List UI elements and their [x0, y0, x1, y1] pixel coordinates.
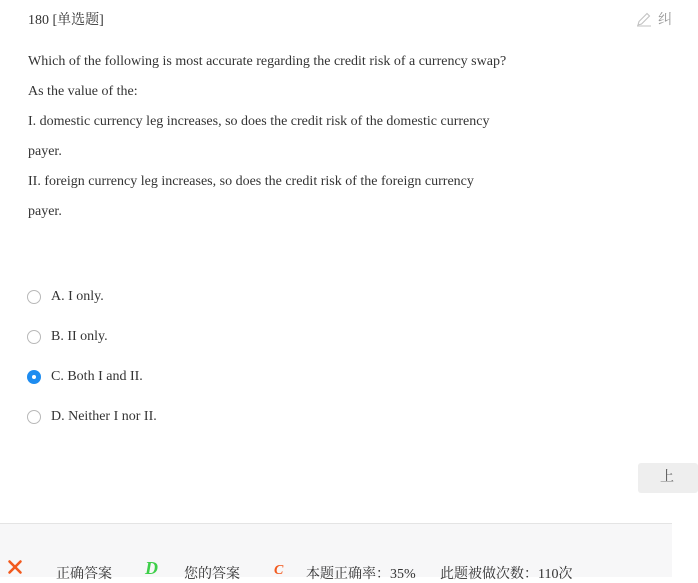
stem-line: payer. — [28, 204, 62, 219]
option-label: A. I only. — [51, 289, 104, 304]
option-label: C. Both I and II. — [51, 369, 143, 384]
stem-line: payer. — [28, 144, 62, 159]
cross-icon — [8, 560, 22, 579]
radio-button[interactable] — [27, 330, 41, 344]
question-header: 180 [单选题] — [28, 13, 104, 28]
option-c[interactable] — [27, 366, 157, 388]
previous-button[interactable]: 上 — [638, 463, 698, 493]
correct-answer-label: 正确答案 — [56, 567, 112, 582]
stem-line: As the value of the: — [28, 84, 138, 99]
option-b[interactable] — [27, 326, 157, 348]
option-a[interactable] — [27, 286, 157, 308]
your-answer-value: C — [274, 563, 284, 578]
stem-line: I. domestic currency leg increases, so does the credit risk of the domestic currency — [28, 114, 490, 129]
attempts-text: 此题被做次数：110次 — [440, 567, 573, 582]
correction-label: 纠 — [658, 13, 672, 28]
answer-footer — [0, 523, 672, 582]
option-label: B. II only. — [51, 329, 108, 344]
option-d[interactable] — [27, 406, 157, 428]
correction-button[interactable] — [636, 9, 672, 29]
pencil-icon — [636, 11, 652, 27]
answer-options — [27, 286, 157, 446]
option-label: D. Neither I nor II. — [51, 409, 157, 424]
correct-answer-value: D — [145, 558, 158, 578]
question-stem — [28, 47, 548, 227]
radio-button[interactable] — [27, 370, 41, 384]
radio-button[interactable] — [27, 410, 41, 424]
accuracy-text: 本题正确率：35% — [306, 567, 416, 582]
stem-line: Which of the following is most accurate regarding the credit risk of a currency swap? — [28, 54, 507, 69]
radio-button[interactable] — [27, 290, 41, 304]
your-answer-label: 您的答案 — [184, 567, 240, 582]
stem-line: II. foreign currency leg increases, so does the credit risk of the foreign currency — [28, 174, 474, 189]
